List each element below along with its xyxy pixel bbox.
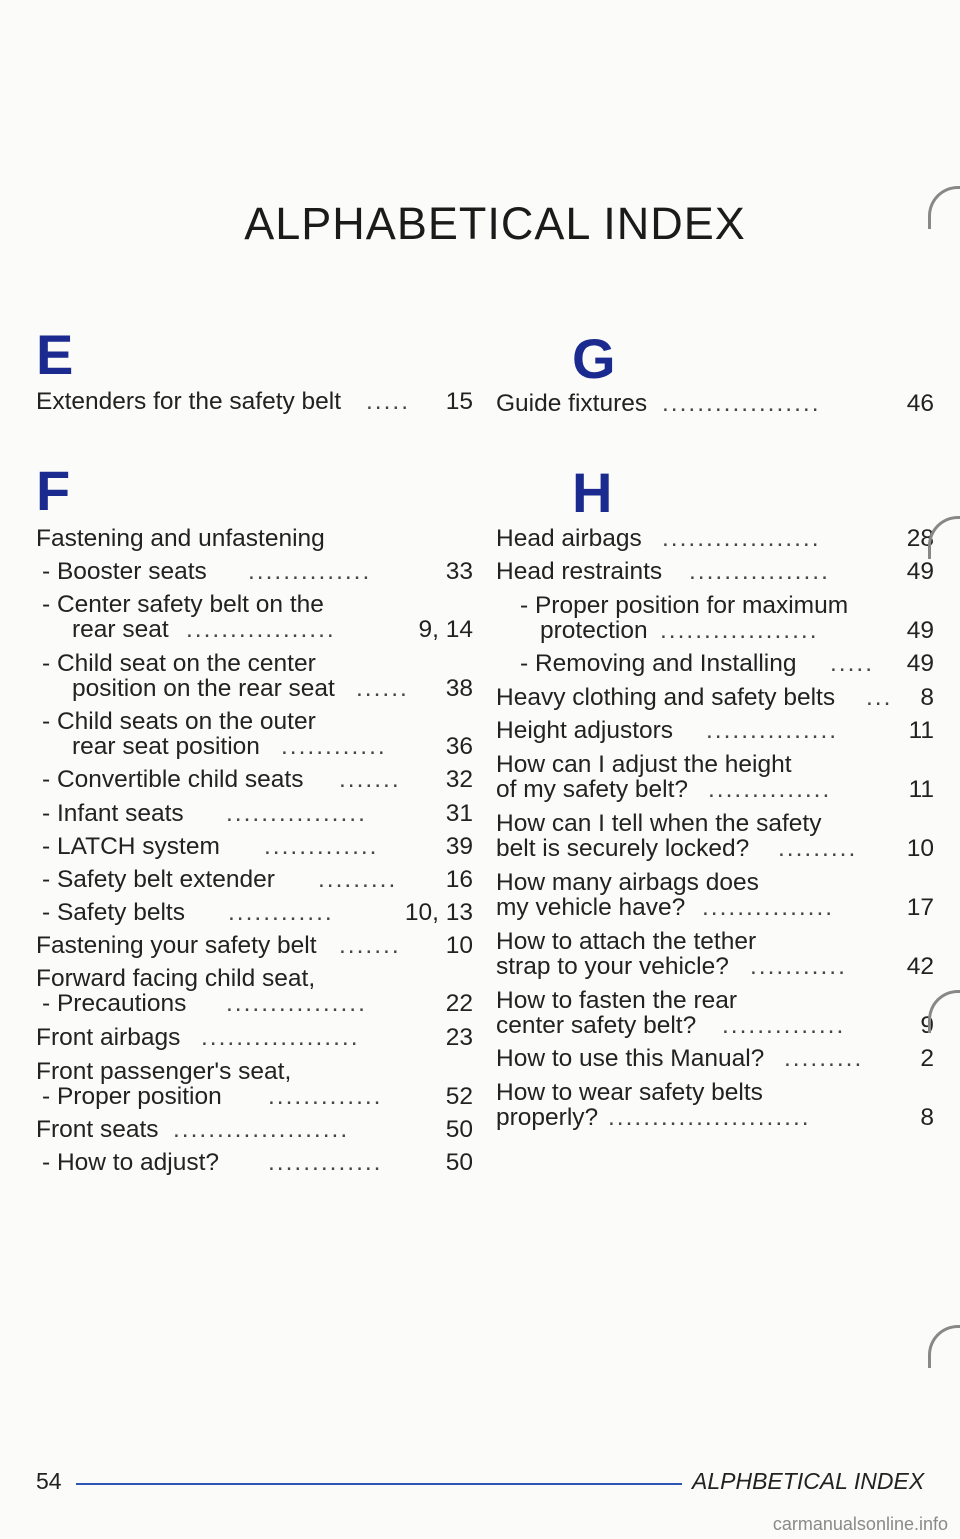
entry-page: 10: [445, 932, 473, 959]
entry-text: - Proper position for maximum: [520, 592, 849, 619]
entry-text: position on the rear seat: [72, 675, 335, 702]
entry-text: How to wear safety belts: [496, 1079, 763, 1106]
entry-dots: .............: [264, 833, 379, 860]
entry-dots: .................: [186, 616, 336, 643]
entry-text: How to use this Manual?: [496, 1045, 765, 1072]
entry-page: 42: [906, 953, 934, 980]
entry-page: 28: [906, 525, 934, 552]
entry-dots: .......: [339, 766, 401, 793]
section-letter-e: E: [36, 323, 74, 386]
entry-text: Fastening your safety belt: [36, 932, 317, 959]
entry-text: How can I adjust the height: [496, 751, 792, 778]
entry-text: How to attach the tether: [496, 928, 757, 955]
entry-text: protection: [540, 617, 648, 644]
entry-dots: ...........: [750, 953, 847, 980]
entry-text: - Center safety belt on the: [42, 591, 324, 618]
footer-rule: [76, 1483, 682, 1485]
entry-dots: ............: [228, 899, 334, 926]
entry-text: strap to your vehicle?: [496, 953, 729, 980]
entry-dots: ..................: [662, 525, 821, 552]
watermark: carmanualsonline.info: [772, 1514, 948, 1534]
entry-page: 31: [445, 800, 473, 827]
entry-text: properly?: [496, 1104, 599, 1131]
entry-dots: ................: [226, 990, 367, 1017]
entry-dots: ................: [226, 800, 367, 827]
entry-dots: .............: [268, 1149, 383, 1176]
entry-text: Height adjustors: [496, 717, 674, 744]
section-letter-f: F: [36, 459, 71, 522]
entry-text: center safety belt?: [496, 1012, 697, 1039]
footer-section-title: ALPHBETICAL INDEX: [692, 1468, 925, 1494]
entry-text: - Safety belts: [42, 899, 185, 926]
page-number: 54: [36, 1468, 62, 1494]
entry-text: - Proper position: [42, 1083, 222, 1110]
entry-text: rear seat position: [72, 733, 260, 760]
entry-text: Front passenger's seat,: [36, 1058, 292, 1085]
entry-text: my vehicle have?: [496, 894, 686, 921]
entry-text: How many airbags does: [496, 869, 759, 896]
entry-page: 16: [445, 866, 473, 893]
entry-text: Guide fixtures: [496, 390, 648, 417]
entry-text: How to fasten the rear: [496, 987, 738, 1014]
entry-text: Fastening and unfastening: [36, 525, 325, 552]
entry-text: belt is securely locked?: [496, 835, 750, 862]
entry-page: 36: [445, 733, 473, 760]
entry-text: Heavy clothing and safety belts: [496, 684, 836, 711]
entry-text: Front seats: [36, 1116, 159, 1143]
entry-page: 8: [920, 684, 934, 711]
entry-page: 33: [445, 558, 473, 585]
entry-dots: ..............: [722, 1012, 846, 1039]
entry-page: 11: [908, 776, 934, 803]
entry-page: 22: [445, 990, 473, 1017]
entry-page: 50: [445, 1116, 473, 1143]
entry-page: 49: [906, 650, 934, 677]
entry-text: - Child seats on the outer: [42, 708, 316, 735]
entry-dots: .........: [778, 835, 858, 862]
entry-dots: .........: [318, 866, 398, 893]
entry-dots: .....: [830, 650, 875, 677]
page-title: ALPHABETICAL INDEX: [244, 198, 746, 249]
entry-dots: ....................: [173, 1116, 350, 1143]
entry-dots: ..................: [660, 617, 819, 644]
entry-page: 49: [906, 558, 934, 585]
entry-page: 50: [445, 1149, 473, 1176]
entry-dots: ...............: [702, 894, 835, 921]
entry-page: 8: [920, 1104, 934, 1131]
entry-text: Front airbags: [36, 1024, 181, 1051]
section-letter-h: H: [572, 461, 613, 524]
entry-text: of my safety belt?: [496, 776, 689, 803]
entry-text: - LATCH system: [42, 833, 220, 860]
entry-text: - Safety belt extender: [42, 866, 275, 893]
entry-text: rear seat: [72, 616, 169, 643]
entry-page: 38: [445, 675, 473, 702]
entry-dots: .......................: [608, 1104, 811, 1131]
entry-page: 52: [445, 1083, 473, 1110]
entry-dots: .........: [784, 1045, 864, 1072]
entry-dots: .....: [366, 388, 411, 415]
entry-text: Forward facing child seat,: [36, 965, 316, 992]
entry-dots: ..............: [248, 558, 372, 585]
entry-dots: .............: [268, 1083, 383, 1110]
entry-dots: ..................: [662, 390, 821, 417]
section-letter-g: G: [572, 327, 616, 390]
entry-text: Head airbags: [496, 525, 642, 552]
left-index-column: [36, 0, 473, 1539]
entry-dots: .......: [339, 932, 401, 959]
entry-text: How can I tell when the safety: [496, 810, 822, 837]
entry-page: 10: [906, 835, 934, 862]
entry-dots: ..............: [708, 776, 832, 803]
entry-dots: ...............: [706, 717, 839, 744]
entry-dots: ......: [356, 675, 409, 702]
entry-page: 23: [445, 1024, 473, 1051]
entry-page: 17: [906, 894, 934, 921]
entry-page: 11: [908, 717, 934, 744]
entry-text: Extenders for the safety belt: [36, 388, 342, 415]
entry-page: 9: [920, 1012, 934, 1039]
entry-page: 15: [445, 388, 473, 415]
entry-page: 39: [445, 833, 473, 860]
entry-page: 9, 14: [418, 616, 473, 643]
entry-page: 2: [920, 1045, 934, 1072]
right-index-column: [496, 0, 934, 1539]
entry-dots: ...: [866, 684, 893, 711]
entry-page: 49: [906, 617, 934, 644]
entry-text: - Precautions: [42, 990, 187, 1017]
entry-page: 10, 13: [404, 899, 473, 926]
entry-text: - How to adjust?: [42, 1149, 220, 1176]
entry-text: Head restraints: [496, 558, 663, 585]
entry-dots: ............: [281, 733, 387, 760]
entry-text: - Infant seats: [42, 800, 184, 827]
entry-dots: ................: [689, 558, 830, 585]
entry-page: 32: [445, 766, 473, 793]
entry-text: - Child seat on the center: [42, 650, 316, 677]
entry-text: - Removing and Installing: [520, 650, 797, 677]
entry-page: 46: [906, 390, 934, 417]
entry-text: - Booster seats: [42, 558, 207, 585]
entry-text: - Convertible child seats: [42, 766, 304, 793]
entry-dots: ..................: [201, 1024, 360, 1051]
